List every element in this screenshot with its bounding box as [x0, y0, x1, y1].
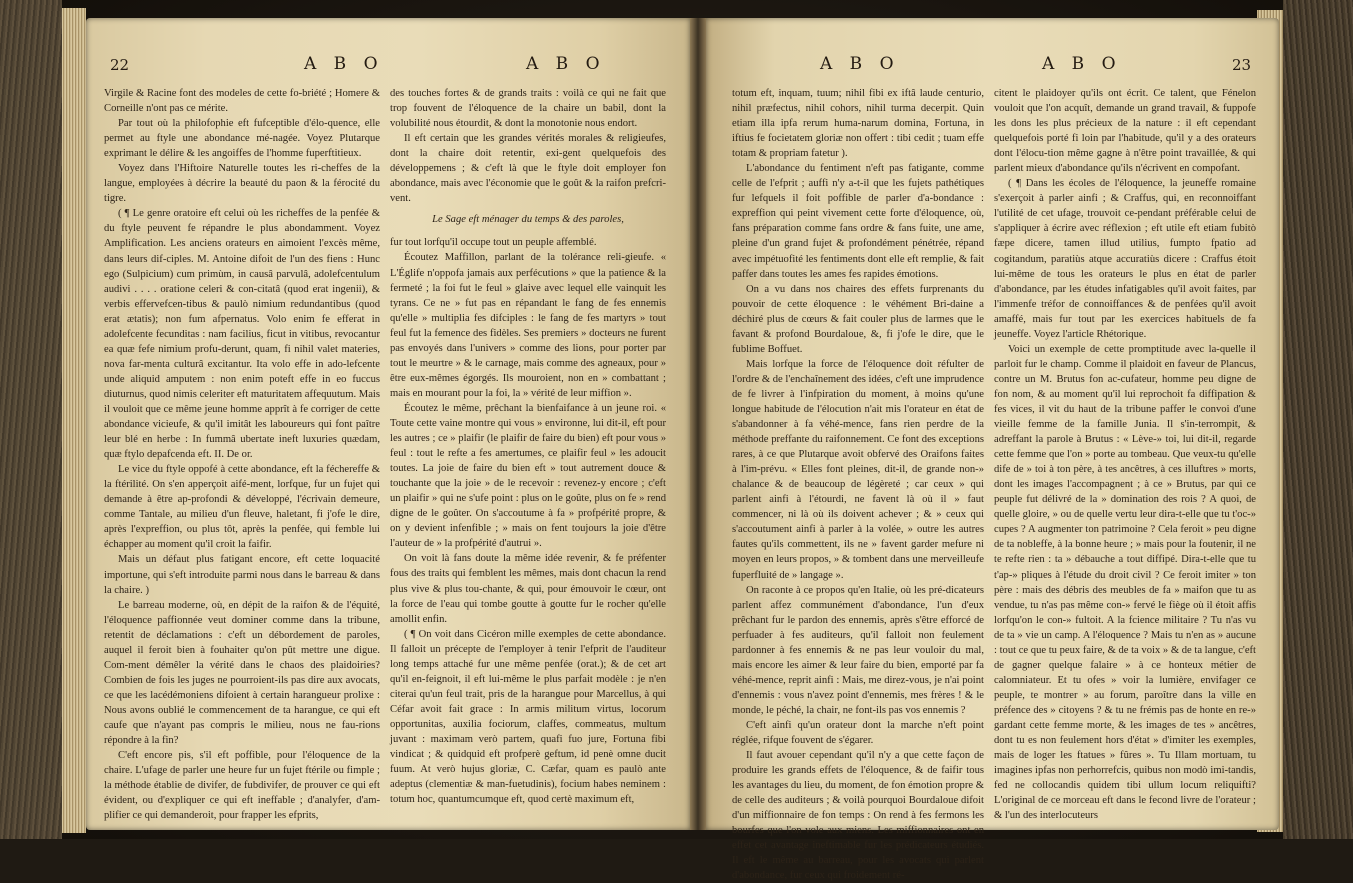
left-column-2: [390, 86, 666, 826]
cloth-left: [0, 0, 62, 839]
left-running-head-1: A B O: [304, 54, 384, 74]
left-column-1: [104, 86, 380, 826]
paragraph: ( ¶ Dans les écoles de l'éloquence, la jeuneffe romaine s'exerçoit à parler ainfi ; & Craffus, qui, en reconnoiffant l'utilité de cet ufage, trouvoit ce-pendant préférable celui de s'appliquer à écrire avec réflexion ; eft utile eft etiam fubitò fæpe dicere, tamen illud utilius, fumpto fpatio ad cogitandum, paratiùs atque accuratiùs dicere : Craffus étoit lui-même de tous les orateurs le plus en état de parler d'abondance, par les études infatigables qu'il avoit faites, par l'immenfe tréfor de connoiffances & de penfées qu'il avoit amaffé, mais fur tout par les exercices habituels de fa jeuneffe. Voyez l'article Rhétorique.: [994, 178, 1256, 340]
right-column-1: [732, 86, 984, 882]
right-column-2: [994, 86, 1256, 826]
section-subheading: Le Sage eft ménager du temps & des paroles,: [432, 214, 624, 226]
paragraph: C'eft ainfi qu'un orateur dont la marche n'eft point réglée, rifque fouvent de s'égarer.: [732, 719, 984, 747]
paragraph: totum eft, inquam, tuum; nihil fibi ex iftâ laude centurio, nihil præfectus, nihil cohors, nihil turma decerpit. Quin etiam illa ipfa rerum huma-narum domina, Fortuna, in iftius fe focietatem gloriæ non offert : tibi cedit ; tuam effe totam & propriam fatetur ).: [732, 88, 984, 160]
paragraph: Le barreau moderne, où, en dépit de la raifon & de l'équité, l'éloquence paffionnée veut dominer comme dans la tribune, retentit de déclamations : c'eft un débordement de paroles, auquel il feroit bien à fouhaiter qu'on pût mettre une digue. Com-ment démêler la vérité dans le chaos des plaidoiries? Combien de fois les juges ne pourroient-ils pas dire aux avocats, ce que les lacédémoniens difoient à certain harangueur prolixe : Nous avons oublié le commencement de ta harangue, ce qui eft caufe que n'ayant pas compris le milieu, nous ne fau-rions répondre à la fin?: [104, 599, 380, 747]
paragraph: On a vu dans nos chaires des effets furprenants du pouvoir de cette éloquence : le véhément Bri-daine a déchiré plus de cœurs & fait couler plus de larmes que le favant & profond Bourdaloue, &, fi j'ofe le dire, que le fublime Boffuet.: [732, 283, 984, 355]
paragraph: Écoutez le même, prêchant la bienfaifance à un jeune roi. « Toute cette vaine montre qui vous » environne, lui dit-il, eft pour les autres ; ce » plaifir (le plaifir de faire du bien) eft pour vous » feul : tout le refte a fes amertumes, ce plaifir feul » les adoucit toutes. La joie de faire du bien eft » tout autrement douce & touchante que la joie » de le recevoir : revenez-y encore ; c'eft un plaifir » qui ne s'ufe point : plus on le goûte, plus on fe » rend digne de le goûter. On s'accoutume à fa » profpérité propre, & on y devient infenfible ; » mais on fent toujours la joie d'être l'auteur de » la profpérité d'autrui ».: [390, 402, 666, 550]
paragraph: Il eft certain que les grandes vérités morales & religieufes, dont la chaire doit retentir, exi-gent quelquefois des développemens ; & c'eft là que le ftyle doit employer fon abondance, mais avec l'économie que le goût & la raifon prefcri-vent.: [390, 133, 666, 205]
right-running-head-2: A B O: [1042, 54, 1122, 74]
paragraph: Le vice du ftyle oppofé à cette abondance, eft la féchereffe & la ftérilité. On s'en apperçoit aifé-ment, lorfque, fur un fujet qui demande à être ap-profondi & développé, l'écrivain demeure, comme Tantale, au milieu d'un fleuve, haletant, fi j'ofe le dire, après l'expreffion, ou plus tôt, après la penfée, qui femble lui échapper au moment qu'il croit la faifir.: [104, 464, 380, 551]
paragraph: Mais un défaut plus fatigant encore, eft cette loquacité importune, qui s'eft introduite parmi nous dans le barreau & dans la chaire. ): [104, 554, 380, 596]
paragraph: Par tout où la philofophie eft fufceptible d'élo-quence, elle permet au ftyle une abondance mé-nagée. Voyez Plutarque exprimant le délire & les angoiffes de l'homme fuperftitieux.: [104, 118, 380, 160]
paragraph: Voyez dans l'Hiftoire Naturelle toutes les ri-cheffes de la langue, employées à décrire la beauté du paon & la férocité du tigre.: [104, 163, 380, 205]
page-edges-left: [62, 8, 86, 833]
paragraph: Virgile & Racine font des modeles de cette fo-briété ; Homere & Corneille n'ont pas ce mérite.: [104, 88, 380, 115]
paragraph: des touches fortes & de grands traits : voilà ce qui ne fait que trop fouvent de l'éloquence de la chaire un babil, dont la volubilité nous étourdit, & dont la monotonie nous endort.: [390, 88, 666, 130]
right-running-head-1: A B O: [820, 54, 900, 74]
book-gutter: [690, 18, 706, 830]
left-page-number: 22: [110, 56, 130, 74]
paragraph: Voici un exemple de cette promptitude avec la-quelle il parloit fur le champ. Comme il plaidoit en faveur de Plancus, contre un M. Brutus fon ac-cufateur, homme peu digne de fon nom, & au moment qu'il lui reprochoit fa diffipation & fes vices, il vit du haut de la tribune paffer le convoi d'une vieille femme de la famille Junia. Il s'in-terrompit, & adreffant la parole à Brutus : « Lève-» toi, lui dit-il, regarde cette femme que l'on » porte au tombeau. Que veux-tu qu'elle dife de » toi à ton père, à tes ancêtres, à ces illuftres » morts, dont les images l'accompagnent ; à ce » Brutus, par qui ce peuple fut délivré de la » domination des rois ? A quoi, de quelle gloire, » ou de quelle vertu leur dira-t-elle que tu t'oc-» cupes ? A augmenter ton patrimoine ? Cela feroit » peu digne de ta nobleffe, à la bonne heure ; » mais pour la foutenir, il ne te refte rien : ta » débauche a tout diffipé. Dira-t-elle que tu t'ap-» pliques à l'étude du droit civil ? Ce feroit imiter » ton père : mais des débris des meubles de fa » maifon que tu as vendue, tu n'as pas même con-» fervé le fiège où il étoit affis lorfqu'on le con-» fultoit. A la fcience militaire ? Tu n'as vu de ta » vie un camp. A l'éloquence ? Mais tu n'en as » aucune : tout ce que tu peux faire, & de ta voix » & de ta langue, c'eft de gagner quelque falaire » à ce honteux métier de calomniateur. Et tu ofes » voir la lumière, envifager ce peuple, te montrer » au forum, paroître dans la ville en préfence des » citoyens ? & tu ne frémis pas de honte en re-» gardant cette femme morte, & les images de tes » ancêtres, dont tu es non feulement hors d'état » d'imiter les exemples, mais de loger les ftatues » fûres ». Tu Illam mortuam, tu imagines ipfas non perhorrefcis, quibus non modò imi-tandis, fed ne collocandis quidem tibi ullum locum reliquifti? L'original de ce morceau eft dans le fecond livre de l'orateur ; & l'un des interlocuteurs: [994, 343, 1256, 822]
paragraph: ( ¶ On voit dans Cicéron mille exemples de cette abondance. Il falloit un précepte de l'employer à tenir l'efprit de l'auditeur long temps attaché fur une même penfée (orat.); & de cet art qu'il en-feignoit, il eft lui-même le plus parfait modèle : je n'en citerai qu'un feul trait, pris de la harangue pour Marcellus, à qui Céfar avoit fait grace : In armis militum virtus, locorum opportunitas, auxilia fociorum, claffes, commeatus, multum juvant : maximam verò partem, quafi fuo jure, Fortuna fibi vindicat ; & quidquid eft profperè geftum, id penè omne ducit fuum. At verò hujus gloriæ, C. Cæfar, quam es paulò ante adeptus (clementiæ & man-fuetudinis), focium habes neminem : totum hoc, quantumcumque eft, quod certè maximum eft,: [390, 628, 666, 806]
cloth-right: [1283, 0, 1353, 839]
paragraph: On voit là fans doute la même idée revenir, & fe préfenter fous des traits qui femblent les mêmes, mais dont chacun la rend plus vive & plus tou-chante, & qui, pour émouvoir le cœur, ont la force de l'eau qui tombe goutte à goutte fur le rocher qu'elle amollit enfin.: [390, 553, 666, 625]
paragraph: fur tout lorfqu'il occupe tout un peuple affemblé.: [390, 237, 597, 249]
paragraph: Mais lorfque la force de l'éloquence doit réfulter de l'ordre & de l'enchaînement des idées, c'eft une imprudence de fe livrer à l'infpiration du moment, à moins qu'une longue habitude de l'élocution n'ait mis l'orateur en état de s'abandonner à fa véhé-mence, fans rien perdre de la méthode preffante du raifonnement. Ce font des exceptions rares, à ce que Plutarque avoit obfervé des Oraifons faites à l'im-prévu. « Elles font pleines, dit-il, de grande non-» chalance & de beaucoup de légèreté ; car ceux » qui parlent ainfi à l'étourdi, ne favent là où il » faut commencer, ni là où ils doivent achever ; & » ceux qui s'accoutument ainfi à parler à la volée, » outre les autres fautes qu'ils commettent, ils ne » favent garder mefure ni moyen en leurs propos, » & tombent dans une merveilleufe fuperfluité de » langage ».: [732, 358, 984, 581]
right-page-number: 23: [1232, 56, 1252, 74]
paragraph: Il faut avouer cependant qu'il n'y a que cette façon de produire les grands effets de l'éloquence, & de faifir tous les avantages du lieu, du moment, de fon émotion propre & de celle des auditeurs ; & voilà pourquoi Bourdaloue difoit d'un miffionnaire de fon temps : On rend à fes fermons les bourfes que l'on vole aux miens. Les miffionnaires ont en effet cet avantage ineftimable fur les prédicateurs étudiés. Il eft le même au barreau, pour les avocats qui parlent d'abondance, fur ceux qui froidement ré-: [732, 750, 984, 882]
paragraph: citent le plaidoyer qu'ils ont écrit. Ce talent, que Fénelon vouloit que l'on acquît, demande un grand travail, & fuppofe les dons les plus précieux de la nature : il eft cependant quelquefois porté fi loin par l'habitude, qu'il y a des orateurs dont l'élocu-tion même gagne à n'être point travaillée, & qui parlent mieux d'abondance qu'ils n'écrivent en compofant.: [994, 88, 1256, 175]
paragraph: ( ¶ Le genre oratoire eft celui où les richeffes de la penfée & du ftyle peuvent fe répandre le plus abondamment. Voyez Amplification. Les anciens orateurs en aimoient l'excès même, dans leurs dif-ciples. M. Antoine difoit de l'un des fiens : Hunc ego (Sulpicium) cum primùm, in causâ parvulâ, adolefcentulum audivi . . . . oratione celeri & con-citatâ (quod erat ingenii), & verbis effervefcen-tibus & paulò nimium redundantibus (quod erat ætatis); non fum afpernatus. Volo enim fe efferat in adolefcente fecunditas : nam facilius, ficut in vitibus, revocantur ea quæ fefe nimium profu-derunt, quam, fi nihil valet materies, nova far-menta culturâ excitantur. Ita volo effe in ado-lefcente unde aliquid amputem : non enim poteft effe in eo fuccus diuturnus, quod nimis celeriter eft maturitatem affequutum. Mais il vouloit que ce même jeune homme apprît à fe corriger de cette abondance vicieufe, & qu'il imitât les laboureurs qui font paître leur blé en herbe : In fummâ ubertate ineft luxuries quædam, quæ ftylo depafcenda eft. II. De or.: [104, 208, 380, 461]
left-running-head-2: A B O: [526, 54, 606, 74]
right-page-header: [732, 56, 1256, 82]
paragraph: Écoutez Maffillon, parlant de la tolérance reli-gieufe. « L'Églife n'oppofa jamais aux perfécutions » que la patience & la fermeté ; la foi fut le feul » glaive avec lequel elle vainquit les tyrans. Ce ne » fut pas en répandant le fang de fes ennemis qu'elle » multiplia fes difciples : le fang de fes martyrs » tout feul fut la femence des fidèles. Ses premiers » docteurs ne furent pas envoyés dans l'univers » comme des lions, pour porter par tout le meurtre » & le carnage, mais comme des agneaux, pour » être eux-mêmes égorgés. Ils mouroient, non en » combattant ; mais en mourant pour la foi, la » vérité de leur miffion ».: [390, 252, 666, 399]
paragraph: On raconte à ce propos qu'en Italie, où les pré-dicateurs parlent affez communément d'abondance, l'un d'eux prêchant fur le pardon des ennemis, après s'être efforcé de perfuader à fes auditeurs, qu'il falloit non feulement pardonner à fes ennemis & ne pas leur vouloir du mal, mais encore les aimer & leur faire du bien, emporté par fa véhé-mence, reprit ainfi : Mais, me direz-vous, je n'ai point d'ennemis : vous n'avez point d'ennemis, mes frères ! & le monde, le péché, la chair, ne font-ils pas vos ennemis ?: [732, 584, 984, 716]
paragraph: L'abondance du fentiment n'eft pas fatigante, comme celle de l'efprit ; auffi n'y a-t-il que les fujets pathétiques fur lefquels il foit poffible de parler d'a-bondance : expreffion qui peint vivement cette forte d'éloquence, où, fans préparation comme fans ordre & fans fuite, une ame, pleine d'un grand fujet & profondément pénétrée, répand avec impétuofité les fentiments dont elle eft remplie, & fait paffer dans toutes les ames fes rapides émotions.: [732, 163, 984, 280]
left-page-header: [104, 56, 666, 82]
paragraph: C'eft encore pis, s'il eft poffible, pour l'éloquence de la chaire. L'ufage de parler une heure fur un fujet ftérile ou fimple ; la méthode établie de divifer, de fubdivifer, de prouver ce qui eft évident, ou d'expliquer ce qui eft ineffable ; d'analyfer, d'am-plifier ce qui demanderoit, pour frapper les efprits,: [104, 750, 380, 822]
